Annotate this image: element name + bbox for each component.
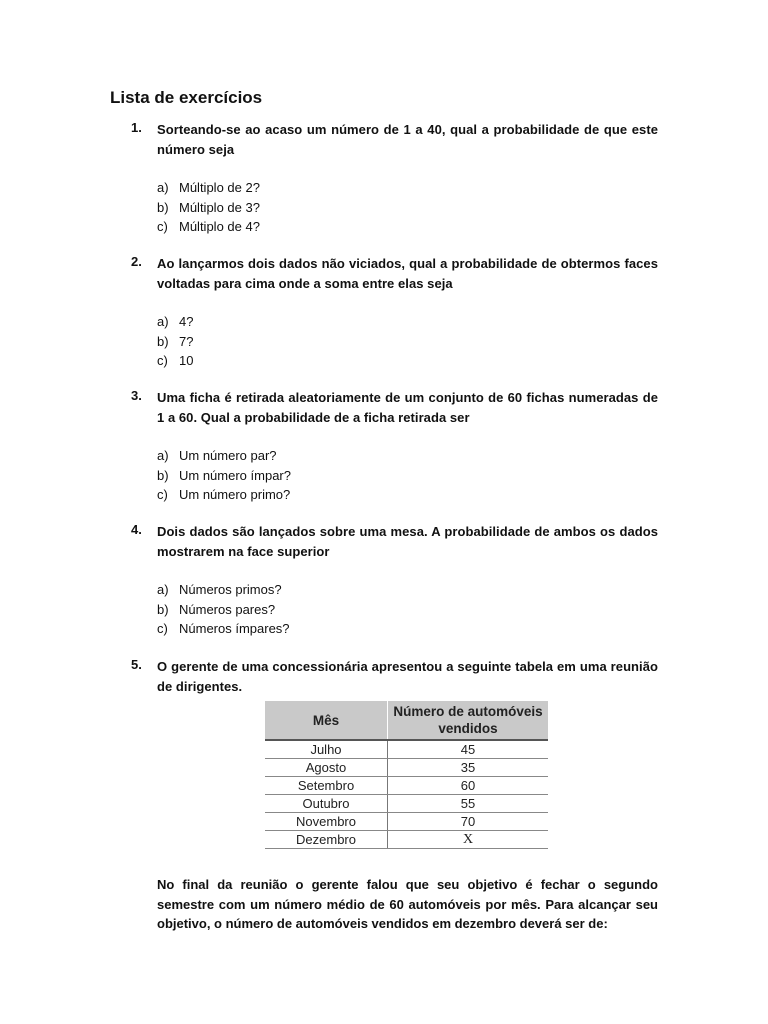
month-cell: Julho — [265, 740, 388, 759]
option-item — [157, 619, 658, 639]
option-item — [157, 485, 658, 505]
option-text: Um número ímpar? — [179, 467, 291, 483]
option-label: c) — [157, 219, 168, 234]
month-cell: Dezembro — [265, 831, 388, 849]
table-header-row — [265, 701, 548, 740]
option-item — [157, 217, 658, 237]
option-label: a) — [157, 314, 169, 329]
option-text: Um número primo? — [179, 487, 291, 502]
option-item — [157, 178, 658, 198]
option-text: Números primos? — [179, 582, 282, 597]
option-text: 7? — [179, 333, 194, 349]
option-label: a) — [157, 448, 169, 463]
option-label: c) — [157, 621, 168, 636]
sales-table — [265, 701, 548, 849]
question-stem: Dois dados são lançados sobre uma mesa. A probabilidade de ambos os dados mostrarem na face superior — [157, 524, 658, 559]
month-cell: Setembro — [265, 777, 388, 795]
month-cell: Outubro — [265, 795, 388, 813]
table-row — [265, 831, 548, 849]
option-item — [157, 466, 658, 486]
month-cell: Agosto — [265, 759, 388, 777]
option-text: Números pares? — [179, 601, 276, 617]
value-cell: 60 — [388, 777, 549, 795]
option-text: 4? — [179, 314, 194, 329]
option-item — [157, 198, 658, 218]
option-list — [157, 446, 658, 505]
option-label: b) — [157, 467, 169, 483]
page-title: Lista de exercícios — [110, 88, 263, 107]
value-cell: 45 — [388, 740, 549, 759]
option-text: Múltiplo de 3? — [179, 199, 260, 215]
option-text: Múltiplo de 2? — [179, 180, 260, 195]
question-3 — [131, 388, 658, 505]
question-5 — [131, 657, 658, 696]
question-4 — [131, 522, 658, 639]
value-cell: X — [388, 831, 549, 849]
month-cell: Novembro — [265, 813, 388, 831]
option-list — [157, 312, 658, 371]
option-label: b) — [157, 601, 169, 617]
closing-paragraph: No final da reunião o gerente falou que seu objetivo é fechar o segundo semestre com um número médio de 60 automóveis por mês. Para alcançar seu objetivo, o número de automóveis vendidos em dezembro deverá ser de: — [157, 877, 658, 931]
option-item — [157, 351, 658, 371]
option-label: b) — [157, 333, 169, 349]
question-stem: Sorteando-se ao acaso um número de 1 a 40, qual a probabilidade de que este número seja — [157, 122, 658, 157]
question-number: 4. — [131, 522, 142, 537]
question-stem: Uma ficha é retirada aleatoriamente de um conjunto de 60 fichas numeradas de 1 a 60. Qual a probabilidade de a ficha retirada ser — [157, 390, 658, 425]
question-number: 3. — [131, 388, 142, 403]
table-row — [265, 777, 548, 795]
option-item — [157, 600, 658, 620]
value-cell: 70 — [388, 813, 549, 831]
table-row — [265, 759, 548, 777]
option-item — [157, 580, 658, 600]
header-month: Mês — [265, 701, 388, 740]
question-number: 2. — [131, 254, 142, 269]
sales-table-image — [265, 701, 548, 849]
value-cell: 35 — [388, 759, 549, 777]
table-row — [265, 795, 548, 813]
question-1 — [131, 120, 658, 237]
option-list — [157, 580, 658, 639]
table-row — [265, 813, 548, 831]
option-text: Múltiplo de 4? — [179, 219, 260, 234]
option-label: a) — [157, 180, 169, 195]
question-2 — [131, 254, 658, 371]
question-stem: Ao lançarmos dois dados não viciados, qual a probabilidade de obtermos faces voltadas para cima onde a soma entre elas seja — [157, 256, 658, 291]
table-row — [265, 740, 548, 759]
option-label: c) — [157, 353, 168, 368]
option-label: b) — [157, 199, 169, 215]
option-item — [157, 332, 658, 352]
value-cell: 55 — [388, 795, 549, 813]
option-text: 10 — [179, 353, 194, 368]
option-label: c) — [157, 487, 168, 502]
option-text: Um número par? — [179, 448, 277, 463]
option-item — [157, 312, 658, 332]
option-label: a) — [157, 582, 169, 597]
question-stem: O gerente de uma concessionária apresentou a seguinte tabela em uma reunião de dirigentes. — [157, 659, 658, 694]
option-text: Números ímpares? — [179, 621, 290, 636]
question-number: 1. — [131, 120, 142, 135]
question-number: 5. — [131, 657, 142, 672]
option-list — [157, 178, 658, 237]
option-item — [157, 446, 658, 466]
header-cars-sold: Número de automóveis vendidos — [388, 701, 549, 740]
